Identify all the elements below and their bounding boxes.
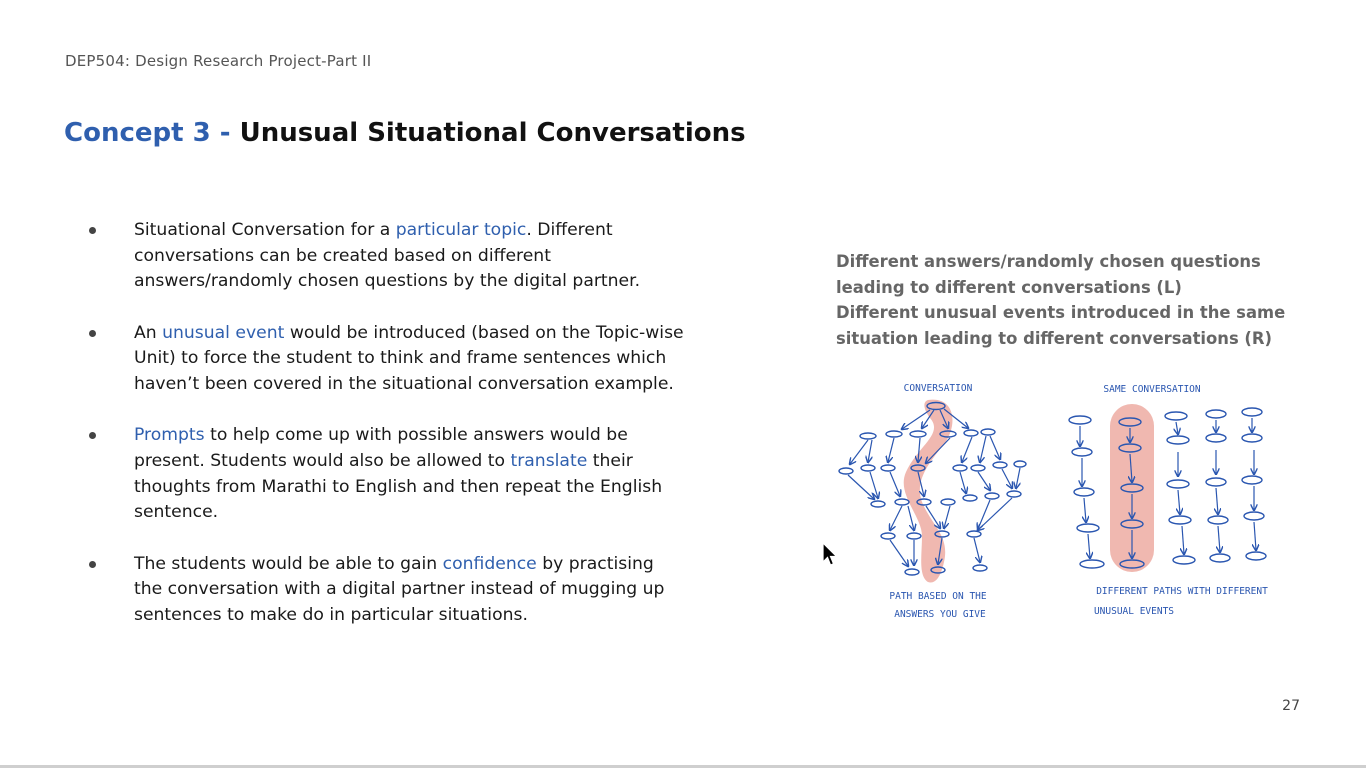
conversation-paths-sketch — [826, 376, 1300, 628]
highlight-particular-topic: particular topic — [395, 220, 527, 240]
sketch-left-caption-2: ANSWERS YOU GIVE — [894, 609, 986, 620]
highlight-unusual-event: unusual event — [162, 322, 285, 343]
bullet-dot — [89, 432, 96, 439]
sketch-right-caption-2: UNUSUAL EVENTS — [1093, 606, 1175, 617]
bullet-item: Prompts to help come up with possible answers would be present. Students would also be allowed to translate their thoughts from Marathi to English and then repeat the English sentence. — [86, 423, 686, 526]
caption-left: Different answers/randomly chosen questions leading to different conversations (L) — [836, 252, 1261, 297]
diagram-caption — [836, 249, 1306, 352]
parallel-nodes-right — [1069, 408, 1266, 568]
sketch-left-title: CONVERSATION — [903, 383, 973, 394]
bullet-dot — [89, 330, 96, 337]
sketch-left-caption-1: PATH BASED ON THE — [889, 591, 987, 602]
highlight-translate: translate — [510, 450, 588, 471]
bullet-list — [86, 218, 686, 654]
course-title: DEP504: Design Research Project-Part II — [65, 52, 372, 70]
bullet-item: The students would be able to gain confidence by practising the conversation with a digital partner instead of mugging up sentences to make do in particular situations. — [86, 552, 686, 629]
caption-right: Different unusual events introduced in the same situation leading to different conversations (R) — [836, 303, 1286, 349]
highlight-path-left — [904, 400, 953, 583]
bullet-item: Situational Conversation for a particular topic. Different conversations can be created based on different answers/randomly chosen questions by the digital partner. — [86, 218, 686, 295]
sketch-right-caption-1: DIFFERENT PATHS WITH DIFFERENT — [1096, 586, 1268, 597]
highlight-confidence: confidence — [442, 553, 537, 574]
bullet-dot — [89, 227, 96, 234]
mouse-cursor-icon — [822, 542, 838, 568]
highlight-prompts: Prompts — [134, 425, 205, 446]
slide-title — [64, 118, 746, 148]
bullet-dot — [89, 561, 96, 568]
title-accent: Concept 3 - — [64, 118, 240, 148]
page-number: 27 — [1282, 698, 1300, 714]
title-main: Unusual Situational Conversations — [239, 118, 746, 148]
bullet-item: An unusual event would be introduced (based on the Topic-wise Unit) to force the student to think and frame sentences which haven’t been covered in the situational conversation example. — [86, 321, 686, 398]
sketch-right-title: SAME CONVERSATION — [1103, 384, 1201, 395]
